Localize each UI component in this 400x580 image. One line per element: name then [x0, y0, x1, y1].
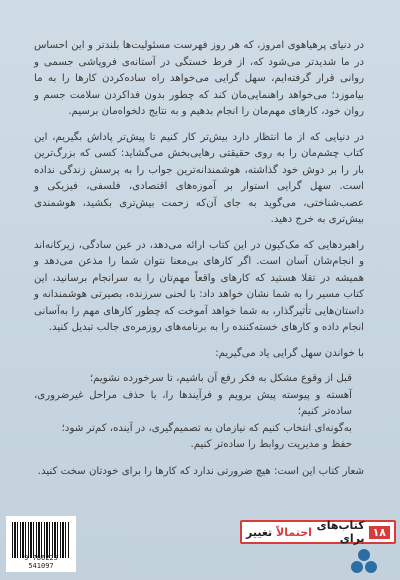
list-item: به‌گونه‌ای انتخاب کنیم که نیازمان به تصمیم‌گیری، در آینده، کم‌تر شود؛: [61, 422, 352, 434]
list-item: حفظ و مدیریت روابط را ساده‌تر کنیم.: [190, 439, 352, 450]
series-number: ۱۸: [369, 526, 390, 539]
barcode: [6, 516, 76, 572]
benefits-list: [34, 371, 364, 454]
series-accent: احتمالاً: [276, 525, 312, 539]
barcode-number: 9 786225 541097: [24, 554, 58, 570]
publisher-logo-icon: [350, 548, 378, 574]
series-suffix: تغییر: [246, 525, 273, 539]
paragraph-2: در دنیایی که از ما انتظار دارد بیش‌تر کار کنیم تا پیش‌تر پاداش بگیریم، این کتاب چشم‌مان را به روی حقیقتی رهایی‌بخش می‌گشاید: کسی که بزرگ‌ترین بار را بر دوش خود گذاشته، هوشمندانه‌ترین جواب را به پرسش زندگی نداده است. سهل گرایی استوار بر آموزه‌های اقتصادی، فلسفی، فیزیکی و عصب‌شناختی، می‌گوید به جای آن‌که زحمت بیش‌تری بکشید، هوشمندی بیش‌تری به خرج دهید.: [34, 131, 364, 225]
series-badge: [240, 520, 396, 544]
barcode-bars: [12, 522, 70, 558]
paragraph-3: راهبردهایی که مک‌کیون در این کتاب ارائه می‌دهد، در عین سادگی، زیرکانه‌اند و انجام‌شان آسان است. اگر کارهای بی‌معنا نتوان شما را مذعن می‌دهد و همیشه در تقلا هستید که کارهای واقعاً مهم‌تان را به سرانجام برسانید، این کتاب مسیر را به شما نشان خواهد داد: با لحنی سرزنده، بصیرتی هوشمندانه و داستان‌هایی تأثیرگذار، به شما خواهد آموخت که چطور کارهای مهم را به‌آسانی انجام داده و کارهای خسته‌کننده را به برنامه‌های روزمره‌ی جالب تبدیل کنید.: [34, 239, 364, 333]
paragraph-1: در دنیای پرهیاهوی امروز، که هر روز فهرست مسئولیت‌ها بلندتر و این احساس در ما شدیدتر می‌شود که، از فرط خستگی در آستانه‌ی فروپاشی جسمی و روانی قرار گرفته‌ایم، سهل گرایی می‌خواهد راه ساده‌کردن کارها را به ما بیاموزد؛ می‌خواهد راهنمایی‌مان کند که چطور بدون فداکردن سلامت جسم و روان خود، کارهای مهم‌مان را انجام بدهیم و به نتایج دلخواه‌مان برسیم.: [34, 40, 364, 117]
list-intro: با خواندن سهل گرایی یاد می‌گیریم:: [215, 347, 364, 359]
blurb-text: [34, 38, 364, 489]
book-motto: شعار کتاب این است: هیچ ضرورتی ندارد که کارها را برای خودتان سخت کنید.: [37, 465, 364, 477]
series-prefix: کتاب‌های برای: [316, 519, 365, 545]
list-item: قبل از وقوع مشکل به فکر رفع آن باشیم، تا سرخورده نشویم؛: [89, 373, 352, 384]
list-item: آهسته و پیوسته پیش برویم و فرآیندها را، با حذف مراحل غیرضروری، ساده‌تر کنیم؛: [34, 389, 352, 417]
